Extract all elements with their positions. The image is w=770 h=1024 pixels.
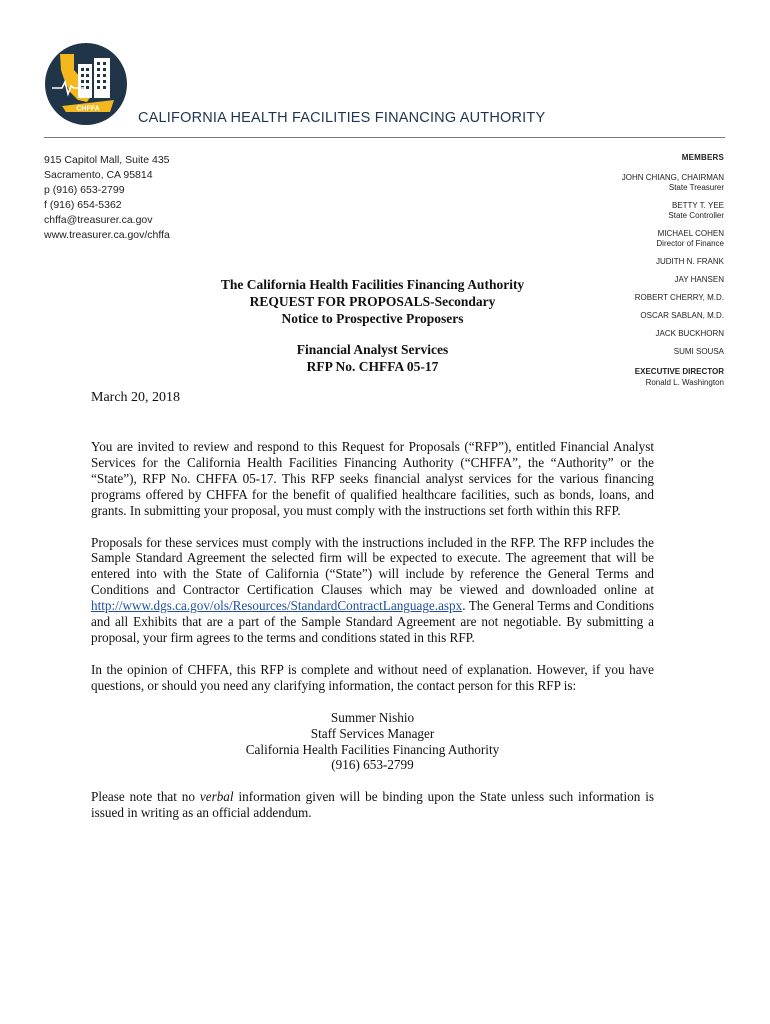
paragraph-proposals xyxy=(91,535,654,646)
contact-block xyxy=(91,710,654,774)
contact-name: Summer Nishio xyxy=(330,709,415,725)
member-name: OSCAR SABLAN, M.D. xyxy=(640,311,724,320)
rfp-heading xyxy=(160,276,585,327)
member-title: State Treasurer xyxy=(668,183,724,192)
member-name: JUDITH N. FRANK xyxy=(656,257,724,266)
address-email: chffa@treasurer.ca.gov xyxy=(44,214,153,226)
address-phone: p (916) 653-2799 xyxy=(44,184,125,196)
address-fax: f (916) 654-5362 xyxy=(44,199,122,211)
member-name: JACK BUCKHORN xyxy=(655,329,724,338)
members-list xyxy=(622,153,724,387)
member-name: MICHAEL COHEN xyxy=(657,229,724,238)
emphasis-verbal: verbal xyxy=(199,789,234,805)
member-title: State Controller xyxy=(668,211,724,220)
address-street: 915 Capitol Mall, Suite 435 xyxy=(44,154,170,166)
paragraph-text: . The General Terms and Conditions and all Exhibits that are a part of the Sample Standard Agreement are not negotiable. By submitting a proposal, your firm agrees to the terms and conditions stated in this RFP. xyxy=(91,598,654,645)
logo-text: CHFFA xyxy=(76,105,100,113)
standard-contract-link[interactable]: http://www.dgs.ca.gov/ols/Resources/StandardContractLanguage.aspx xyxy=(91,598,463,614)
org-name: CALIFORNIA HEALTH FACILITIES FINANCING AUTHORITY xyxy=(138,110,546,126)
rfp-number: RFP No. CHFFA 05-17 xyxy=(306,359,439,374)
letter-body xyxy=(91,439,654,837)
contact-org: California Health Facilities Financing Authority xyxy=(245,741,500,757)
rfp-heading-line: REQUEST FOR PROPOSALS-Secondary xyxy=(249,294,496,309)
rfp-service: Financial Analyst Services xyxy=(296,342,449,357)
member-name: ROBERT CHERRY, M.D. xyxy=(634,293,724,302)
executive-director-heading: EXECUTIVE DIRECTOR xyxy=(634,367,724,376)
contact-title: Staff Services Manager xyxy=(310,725,435,741)
address-city: Sacramento, CA 95814 xyxy=(44,169,153,181)
rfp-subheading xyxy=(160,341,585,375)
header-divider xyxy=(44,137,725,138)
member-name: JAY HANSEN xyxy=(674,275,724,284)
member-name: JOHN CHIANG, CHAIRMAN xyxy=(621,173,724,182)
letter-date: March 20, 2018 xyxy=(91,390,181,405)
paragraph-verbal-notice xyxy=(91,789,654,821)
paragraph-contact-intro: In the opinion of CHFFA, this RFP is complete and without need of explanation. However, if you have questions, or should you need any clarifying information, the contact person for this RFP is: xyxy=(91,661,654,693)
member-name: SUMI SOUSA xyxy=(673,347,724,356)
executive-director-name: Ronald L. Washington xyxy=(645,378,724,387)
address-block xyxy=(44,153,170,243)
rfp-heading-line: Notice to Prospective Proposers xyxy=(281,311,464,326)
paragraph-text: information given will be binding upon the State unless such information is issued in writing as an official addendum. xyxy=(91,789,654,821)
rfp-heading-line: The California Health Facilities Financing Authority xyxy=(220,277,525,292)
paragraph-text: Proposals for these services must comply with the instructions included in the RFP. The RFP includes the Sample Standard Agreement the selected firm will be expected to execute. The agreement that will be entered into with the State of California (“State”) will include by reference the General Terms and Conditions and Contractor Certification Clauses which may be viewed and downloaded online at xyxy=(91,534,654,598)
chffa-logo xyxy=(44,42,128,126)
member-title: Director of Finance xyxy=(656,239,724,248)
address-website: www.treasurer.ca.gov/chffa xyxy=(44,229,170,241)
contact-phone: (916) 653-2799 xyxy=(331,757,414,773)
paragraph-text: Please note that no xyxy=(91,789,200,805)
member-name: BETTY T. YEE xyxy=(671,201,724,210)
paragraph-invitation: You are invited to review and respond to this Request for Proposals (“RFP”), entitled Financial Analyst Services for the California Health Facilities Financing Authority (“CHFFA”, the “Authority” or the “State”), RFP No. CHFFA 05-17. This RFP seeks financial analyst services for the various financing programs offered by CHFFA for the benefit of qualified healthcare facilities, such as bonds, loans, and grants. In submitting your proposal, you must comply with the instructions set forth within this RFP. xyxy=(91,439,654,518)
members-heading: MEMBERS xyxy=(681,153,724,162)
